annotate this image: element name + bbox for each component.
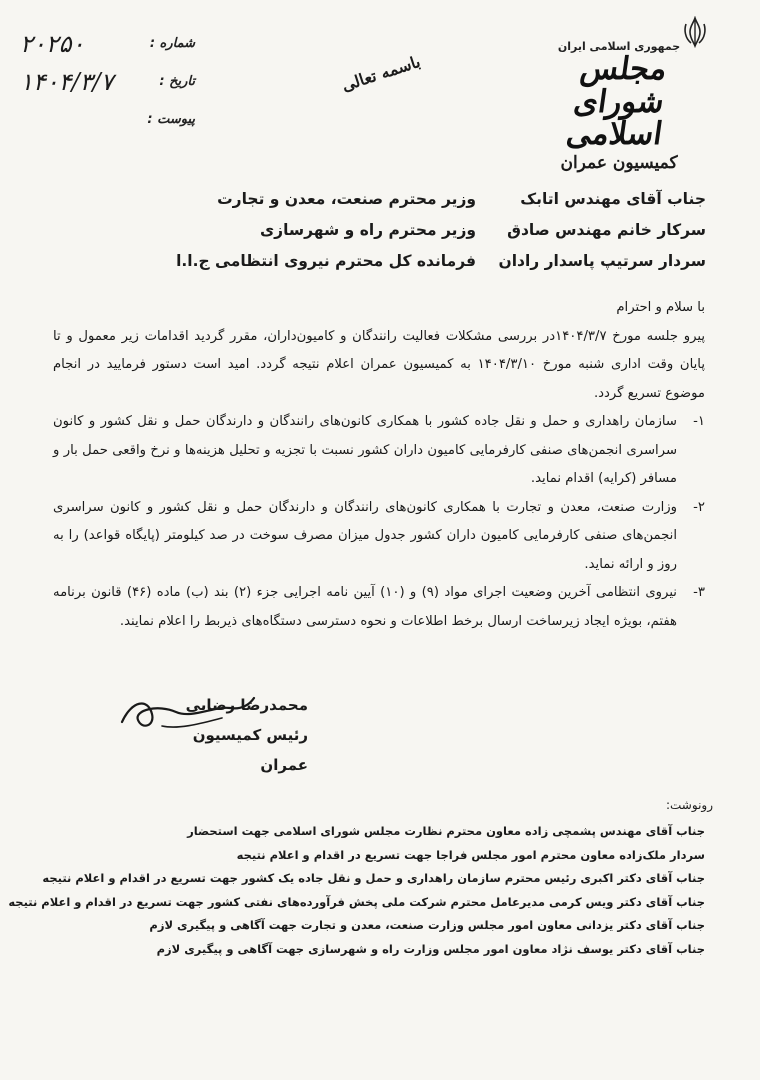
greeting: با سلام و احترام: [616, 300, 705, 315]
item-number: ۳-: [693, 585, 705, 600]
heading-invocation: باسمه تعالی: [339, 51, 423, 96]
item-text: وزارت صنعت، معدن و تجارت با همکاری کانون‌های رانندگان و دارندگان حمل و نقل کشور و کانون سراسری انجمن‌های صنفی کارفرمایی کامیون داران کشور جدول میزان مصرف سوخت در صد کیلومتر (پایگاه قواعد) را به روز و ارائه نماید.: [53, 499, 677, 572]
attachment-label: پیوست :: [147, 112, 195, 127]
item-text: سازمان راهداری و حمل و نقل جاده کشور با همکاری کانون‌های رانندگان و دارندگان حمل و نقل کشور و کانون سراسری انجمن‌های صنفی کارفرمایی کامیون داران کشور نسبت با تجزیه و تحلیل هزینه‌ها و نرخ واقعی حمل بار و مسافر (کرایه) اقدام نماید.: [53, 414, 677, 486]
cc-line: جناب آقای دکتر اکبری رئیس محترم سازمان راهداری و حمل و نقل جاده یک کشور جهت تسریع در اقدام و اعلام نتیجه: [42, 871, 705, 885]
cc-line: جناب آقای دکتر یزدانی معاون امور مجلس وزارت صنعت، معدن و تجارت جهت آگاهی و پیگیری لازم: [149, 918, 705, 932]
item-text: نیروی انتظامی آخرین وضعیت اجرای مواد (۹) و (۱۰) آیین نامه اجرایی جزء (۲) بند (ب) ماده (۴۶) قانون برنامه هفتم، بویژه ایجاد زیرساخت ارسال برخط اطلاعات و نحوه دسترسی دستگاه‌های ذیربط را اعلام نمایند.: [53, 585, 677, 629]
cc-line: جناب آقای دکتر ویس کرمی مدیرعامل محترم شرکت ملی پخش فرآورده‌های نفتی کشور جهت تسریع در اقدام و اعلام نتیجه: [8, 894, 705, 909]
cc-line: جناب آقای دکتر یوسف نژاد معاون امور مجلس وزارت راه و شهرسازی جهت آگاهی و پیگیری لازم: [156, 941, 705, 956]
item-number: ۱-: [693, 414, 705, 429]
number-label: شماره :: [149, 36, 195, 51]
signature-block: [158, 690, 308, 780]
date-label: تاریخ :: [159, 74, 195, 89]
date-row: [20, 68, 195, 106]
addressee-name: جناب آقای مهندس اتابک: [520, 190, 706, 208]
attachment-row: [20, 106, 195, 144]
addressee-title: فرمانده کل محترم نیروی انتظامی ج.ا.ا: [176, 252, 476, 270]
parliament-name: مجلس شورای اسلامی: [564, 51, 670, 153]
number-row: [20, 30, 195, 68]
signatory-title: رئیس کمیسیون عمران: [192, 726, 308, 774]
item-number: ۲-: [693, 499, 705, 515]
cc-title: رونوشت:: [665, 798, 713, 812]
letter-meta: [20, 30, 195, 144]
cc-line: سردار ملک‌زاده معاون محترم امور مجلس فراجا جهت تسریع در اقدام و اعلام نتیجه: [236, 847, 705, 862]
letter-body: [53, 294, 705, 636]
signatory-name: محمدرضا رضایی: [185, 696, 308, 714]
addressee-names: [476, 184, 706, 277]
list-item: [53, 579, 705, 636]
addressee-name: سرکار خانم مهندس صادق: [507, 221, 706, 239]
list-item: [53, 408, 705, 494]
commission-name: کمیسیون عمران: [560, 152, 678, 173]
list-item: [53, 494, 705, 580]
addressee-title: وزیر محترم صنعت، معدن و تجارت: [217, 190, 476, 208]
cc-list: [8, 798, 713, 961]
republic-line: جمهوری اسلامی ایران: [557, 40, 681, 53]
number-value: ۲۰۲۵۰: [20, 30, 85, 58]
letterhead-logo: [534, 40, 704, 173]
addressee-name: سردار سرتیپ پاسدار رادان: [498, 252, 706, 270]
date-value: ۱۴۰۴/۳/۷: [20, 68, 114, 96]
intro-paragraph: پیرو جلسه مورخ ۱۴۰۴/۳/۷در بررسی مشکلات فعالیت رانندگان و کامیون‌داران، مقرر گردید اقدامات زیر معمول و تا پایان وقت اداری شنبه مورخ ۱۴۰۴/۳/۱۰ به کمیسیون عمران اعلام نتیجه گردد. امید است دستور فرمایید در انجام موضوع تسریع گردد.: [53, 328, 705, 401]
addressee-title: وزیر محترم راه و شهرسازی: [259, 221, 476, 239]
cc-line: جناب آقای مهندس پشمچی زاده معاون محترم نظارت مجلس شورای اسلامی جهت استحضار: [187, 824, 705, 838]
addressee-titles: [176, 184, 476, 277]
